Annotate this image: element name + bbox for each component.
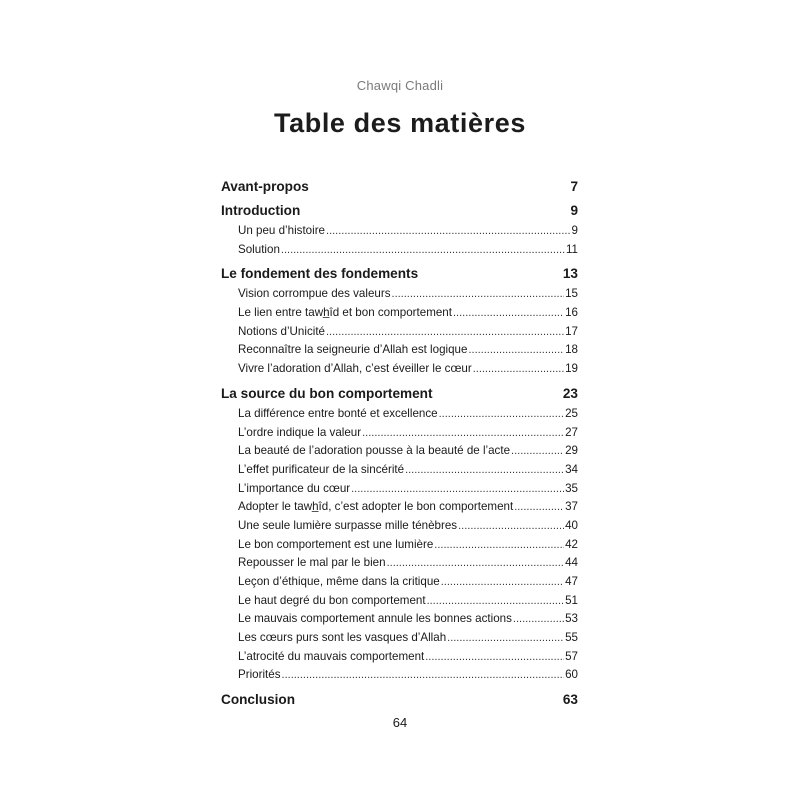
running-head-author: Chawqi Chadli [356,78,444,93]
entry-title: La différence entre bonté et excellence [238,406,438,420]
toc-entry [221,668,578,687]
section-page-number: 9 [570,203,578,218]
dot-leader [405,464,564,476]
dot-leader [281,244,565,256]
toc-section-heading [221,386,578,405]
toc-section-heading [221,692,578,711]
entry-title: Le bon comportement est une lumière [238,537,434,551]
toc-entry [221,224,578,243]
toc-entry [221,538,578,557]
entry-title: L’effet purificateur de la sincérité [238,462,405,476]
entry-title: L’ordre indique la valeur [238,425,362,439]
toc-section-heading [221,203,578,222]
entry-page-number: 17 [565,324,578,338]
toc-section [221,386,578,687]
entry-page-number: 60 [565,668,578,682]
entry-title: Leçon d’éthique, même dans la critique [238,575,440,588]
table-of-contents [221,179,578,716]
entry-title: Vision corrompue des valeurs [238,287,391,301]
dot-leader [351,483,564,495]
entry-page-number: 55 [565,631,578,645]
toc-entry [221,362,578,381]
section-page-number: 63 [562,692,578,708]
toc-entry [221,556,578,575]
toc-entry [221,306,578,325]
toc-section [221,266,578,380]
page-title: Table des matières [274,108,526,138]
entry-page-number: 42 [565,537,578,551]
entry-page-number: 18 [565,343,578,357]
dot-leader [282,669,565,681]
entry-title: Le haut degré du bon comportement [238,593,426,607]
entry-title: Priorités [238,668,281,682]
toc-entry [221,575,578,594]
section-title: Avant-propos [221,179,309,194]
entry-title: Reconnaître la seigneurie d’Allah est logique [238,343,468,357]
entry-page-number: 34 [565,462,578,476]
dot-leader [473,363,564,375]
dot-leader [427,595,565,607]
page-number: 64 [392,715,408,730]
toc-section [221,179,578,198]
entry-title: Solution [238,242,280,256]
section-page-number: 7 [570,179,578,194]
entry-title: Repousser le mal par le bien [238,556,386,570]
entry-page-number: 16 [565,306,578,320]
toc-entry [221,407,578,426]
section-page-number: 13 [562,266,578,282]
entry-page-number: 25 [565,406,578,420]
entry-page-number: 40 [565,518,578,532]
entry-title: Le lien entre tawh̲îd et bon comportement [238,306,452,320]
dot-leader [387,557,565,569]
entry-page-number: 15 [565,287,578,301]
section-title: Le fondement des fondements [221,266,419,282]
entry-title: Le mauvais comportement annule les bonnes actions [238,612,512,626]
dot-leader [447,632,564,644]
entry-title: Notions d’Unicité [238,324,325,338]
dot-leader [514,501,564,513]
toc-entry [221,287,578,306]
entry-page-number: 11 [565,242,578,256]
toc-entry [221,594,578,613]
entry-title: Vivre l’adoration d’Allah, c’est éveiller le cœur [238,362,472,376]
section-title: La source du bon comportement [221,385,433,401]
dot-leader [362,427,564,439]
entry-title: Une seule lumière surpasse mille ténèbres [238,518,458,532]
section-title: Conclusion [221,692,296,708]
entry-title: Les cœurs purs sont les vasques d’Allah [238,631,447,645]
dot-leader [326,326,564,338]
entry-title: L’importance du cœur [238,481,351,495]
dot-leader [326,225,571,237]
entry-page-number: 37 [565,500,578,514]
toc-entry [221,325,578,344]
toc-section-heading [221,266,578,285]
toc-entry [221,519,578,538]
entry-page-number: 57 [565,649,578,663]
dot-leader [392,288,565,300]
entry-page-number: 44 [565,556,578,570]
toc-entry [221,426,578,445]
toc-entry [221,612,578,631]
entry-page-number: 27 [565,425,578,439]
entry-title: Adopter le tawh̲îd, c’est adopter le bon comportement [238,500,514,514]
dot-leader [458,520,564,532]
dot-leader [513,613,564,625]
entry-page-number: 47 [565,575,578,588]
toc-section-heading [221,179,578,198]
section-title: Introduction [221,203,301,218]
toc-entry [221,243,578,262]
entry-page-number: 51 [565,593,578,607]
entry-title: Un peu d’histoire [238,224,326,237]
dot-leader [511,445,564,457]
dot-leader [441,576,564,588]
dot-leader [434,539,564,551]
toc-section [221,203,578,261]
toc-section [221,692,578,711]
entry-page-number: 19 [565,362,578,376]
dot-leader [468,344,564,356]
entry-title: La beauté de l’adoration pousse à la beauté de l’acte [238,444,511,458]
dot-leader [425,651,564,663]
dot-leader [453,307,564,319]
entry-title: L’atrocité du mauvais comportement [238,649,425,663]
entry-page-number: 29 [565,444,578,458]
toc-entry [221,650,578,669]
toc-entry [221,482,578,501]
entry-page-number: 53 [565,612,578,626]
toc-entry [221,343,578,362]
toc-entry [221,500,578,519]
entry-page-number: 35 [565,481,578,495]
toc-entry [221,444,578,463]
section-page-number: 23 [562,385,578,401]
toc-entry [221,463,578,482]
dot-leader [439,408,564,420]
entry-page-number: 9 [571,224,578,237]
toc-entry [221,631,578,650]
